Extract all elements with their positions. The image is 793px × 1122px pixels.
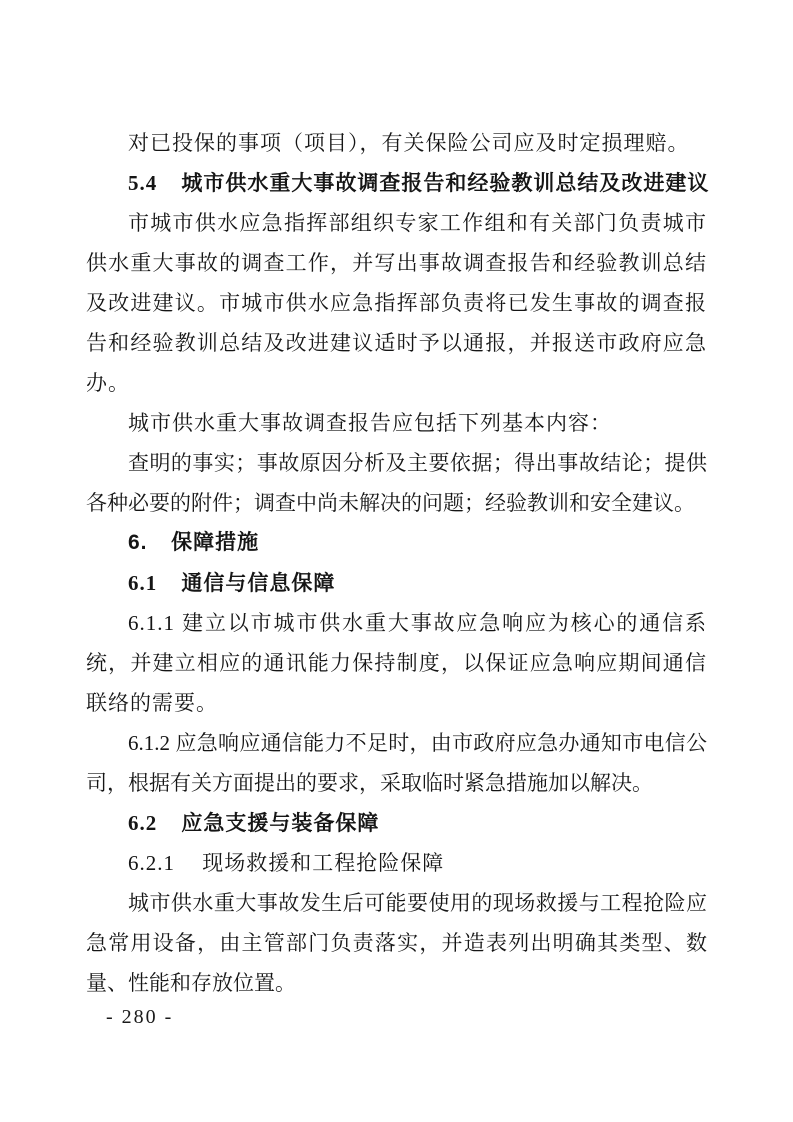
heading-6 [86,523,707,563]
heading-6-number: 6. [128,531,148,554]
heading-6-2-1-title: 现场救援和工程抢险保障 [202,851,445,875]
paragraph-6-1-1: 6.1.1 建立以市城市供水重大事故应急响应为核心的通信系统，并建立相应的通讯能力保持制度，以保证应急响应期间通信联络的需要。 [86,611,707,715]
heading-6-2-number: 6.2 [128,811,158,835]
heading-6-1-title: 通信与信息保障 [181,571,336,595]
paragraph-report-contents-list: 查明的事实；事故原因分析及主要依据；得出事故结论；提供各种必要的附件；调查中尚未解决的问题；经验教训和安全建议。 [86,451,707,515]
heading-6-2-1-number: 6.2.1 [128,851,175,875]
heading-5-4-title: 城市供水重大事故调查报告和经验教训总结及改进建议 [181,171,710,195]
paragraph-investigation-duty: 市城市供水应急指挥部组织专家工作组和有关部门负责城市供水重大事故的调查工作，并写出事故调查报告和经验教训总结及改进建议。市城市供水应急指挥部负责将已发生事故的调查报告和经验教训总结及改进建议适时予以通报，并报送市政府应急办。 [86,211,707,395]
paragraph-report-contents-intro: 城市供水重大事故调查报告应包括下列基本内容： [128,411,612,435]
heading-6-2-1 [86,843,707,883]
heading-6-1-number: 6.1 [128,571,158,595]
heading-5-4 [86,163,710,203]
page-number: - 280 - [106,1006,174,1028]
paragraph-insurance-claims: 对已投保的事项（项目），有关保险公司应及时定损理赔。 [128,131,690,155]
heading-6-2-title: 应急支援与装备保障 [181,811,380,835]
heading-6-title: 保障措施 [171,531,260,554]
paragraph-6-1-2: 6.1.2 应急响应通信能力不足时，由市政府应急办通知市电信公司，根据有关方面提出的要求，采取临时紧急措施加以解决。 [86,731,707,795]
heading-6-2 [86,803,707,843]
page-footer [106,1003,173,1031]
heading-5-4-number: 5.4 [128,171,158,195]
paragraph-rescue-equipment: 城市供水重大事故发生后可能要使用的现场救援与工程抢险应急常用设备，由主管部门负责落实，并造表列出明确其类型、数量、性能和存放位置。 [86,891,707,995]
document-body [86,123,710,1003]
heading-6-1 [86,563,707,603]
